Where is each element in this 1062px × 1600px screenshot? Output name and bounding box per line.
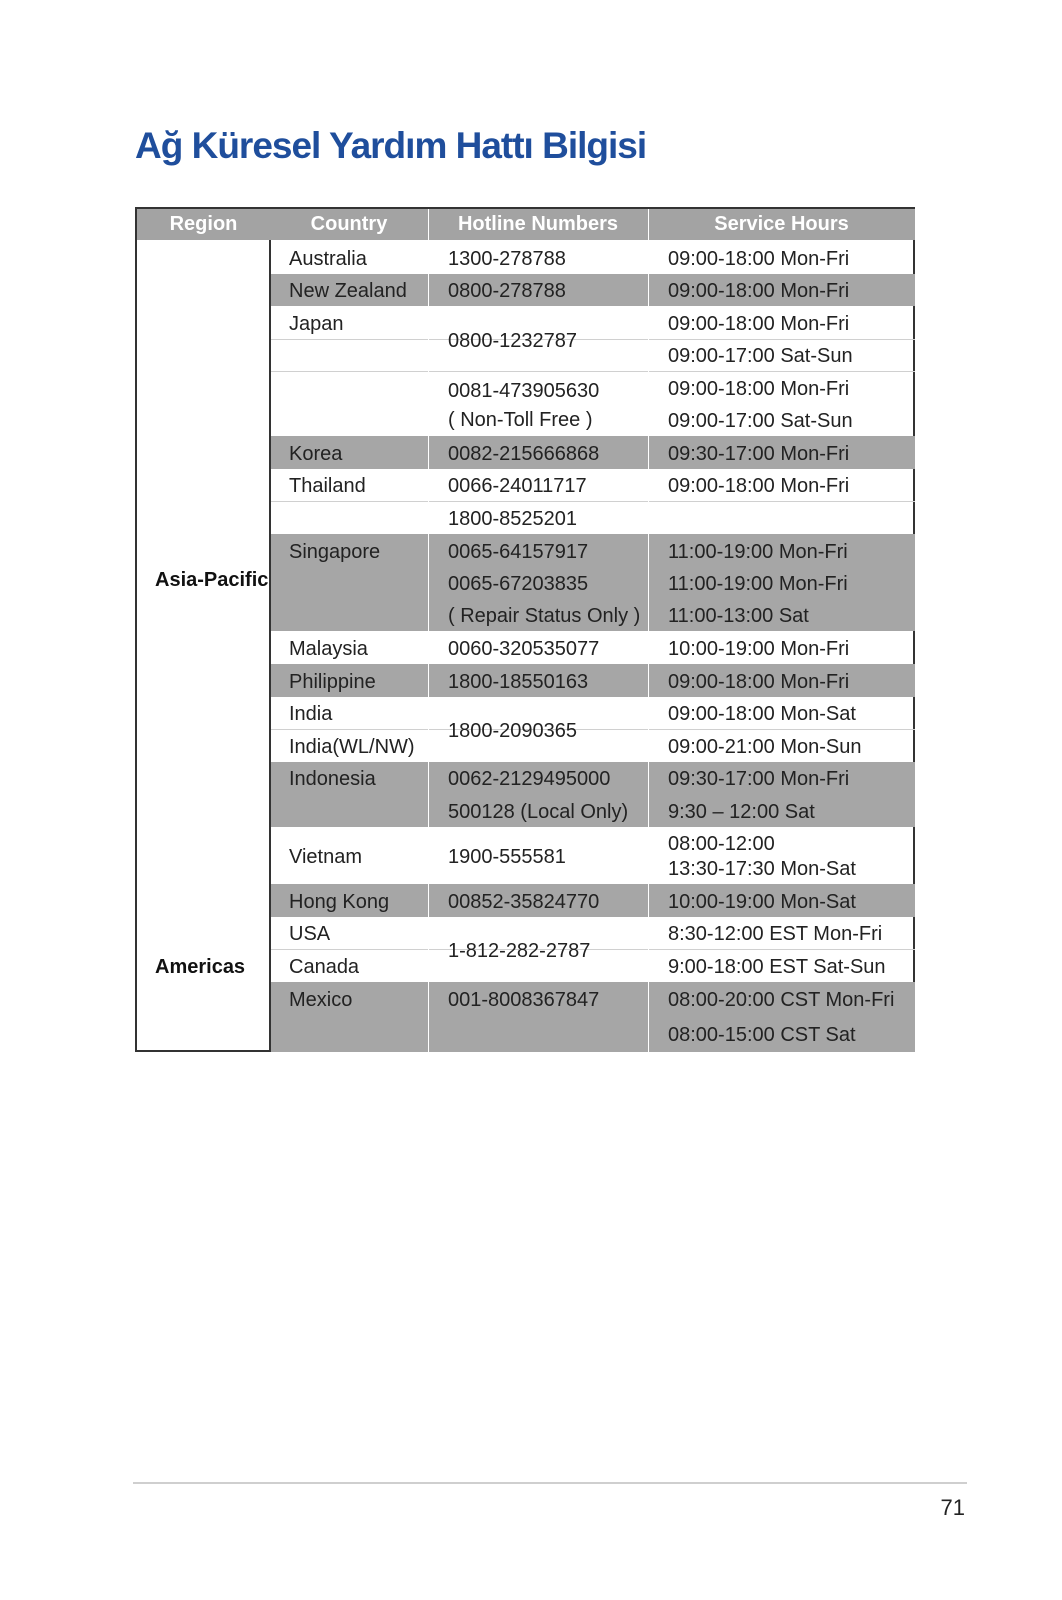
hotline-note: ( Repair Status Only ) [448,605,641,627]
hotline-number: 1900-555581 [448,846,566,868]
header-region: Region [137,209,270,240]
service-hours: 08:00-12:00 [668,833,775,855]
page-title: Ağ Küresel Yardım Hattı Bilgisi [135,125,647,166]
hotline-number: 0065-67203835 [448,573,589,595]
country-cell: USA [289,923,331,945]
service-hours: 09:00-21:00 Mon-Sun [668,736,862,758]
service-hours: 09:00-18:00 Mon-Fri [668,280,850,302]
country-cell: Korea [289,443,343,465]
region-americas: Americas [155,956,246,978]
service-hours: 09:00-18:00 Mon-Fri [668,313,850,335]
hotline-table [135,207,915,1052]
hotline-number: 1800-2090365 [448,720,578,742]
country-cell: Philippine [289,671,376,693]
header-hotline-numbers: Hotline Numbers [428,209,648,240]
row-divider [270,339,915,340]
service-hours: 09:00-18:00 Mon-Fri [668,248,850,270]
service-hours: 09:00-17:00 Sat-Sun [668,410,853,432]
country-cell: Vietnam [289,846,363,868]
service-hours: 9:30 – 12:00 Sat [668,801,815,823]
service-hours: 10:00-19:00 Mon-Fri [668,638,850,660]
country-cell: Canada [289,956,360,978]
hotline-number: 0800-1232787 [448,330,578,352]
region-asia-pacific: Asia-Pacific [155,569,269,591]
country-cell: India [289,703,333,725]
service-hours: 9:00-18:00 EST Sat-Sun [668,956,886,978]
country-cell: Indonesia [289,768,376,790]
region-divider [269,240,271,1052]
country-cell: Australia [289,248,367,270]
hotline-number: 0082-215666868 [448,443,600,465]
service-hours: 13:30-17:30 Mon-Sat [668,858,856,880]
row-divider [270,949,915,950]
service-hours: 11:00-19:00 Mon-Fri [668,541,848,563]
row-divider [270,501,915,502]
header-country: Country [270,209,428,240]
hotline-number: 001-8008367847 [448,989,600,1011]
row-divider [270,371,915,372]
hotline-number: 500128 (Local Only) [448,801,629,823]
service-hours: 09:00-18:00 Mon-Fri [668,475,850,497]
service-hours: 10:00-19:00 Mon-Sat [668,891,856,913]
country-cell: Hong Kong [289,891,390,913]
column-divider [648,209,649,1052]
hotline-number: 0066-24011717 [448,475,587,497]
service-hours: 09:30-17:00 Mon-Fri [668,443,850,465]
country-cell: Mexico [289,989,353,1011]
service-hours: 09:00-17:00 Sat-Sun [668,345,853,367]
service-hours: 09:30-17:00 Mon-Fri [668,768,850,790]
page-number: 71 [940,1495,965,1520]
country-cell: Japan [289,313,344,335]
hotline-number: 0060-320535077 [448,638,600,660]
hotline-number: 00852-35824770 [448,891,600,913]
header-service-hours: Service Hours [648,209,915,240]
service-hours: 09:00-18:00 Mon-Fri [668,671,850,693]
country-cell: New Zealand [289,280,407,302]
footer-rule [133,1482,967,1484]
service-hours: 11:00-19:00 Mon-Fri [668,573,848,595]
hotline-number: 1800-18550163 [448,671,589,693]
hotline-number: 0800-278788 [448,280,566,302]
country-cell: Thailand [289,475,366,497]
country-cell: Singapore [289,541,381,563]
hotline-number: 0081-473905630 [448,380,600,402]
hotline-number: 1800-8525201 [448,508,578,530]
service-hours: 09:00-18:00 Mon-Sat [668,703,856,725]
country-cell: Malaysia [289,638,368,660]
hotline-number: 1300-278788 [448,248,566,270]
service-hours: 8:30-12:00 EST Mon-Fri [668,923,883,945]
column-divider [428,209,429,1052]
hotline-note: ( Non-Toll Free ) [448,409,593,431]
hotline-number: 1-812-282-2787 [448,940,591,962]
hotline-number: 0062-2129495000 [448,768,611,790]
country-cell: India(WL/NW) [289,736,415,758]
row-divider [270,729,915,730]
hotline-number: 0065-64157917 [448,541,589,563]
service-hours: 08:00-20:00 CST Mon-Fri [668,989,895,1011]
service-hours: 08:00-15:00 CST Sat [668,1024,856,1046]
service-hours: 09:00-18:00 Mon-Fri [668,378,850,400]
service-hours: 11:00-13:00 Sat [668,605,809,627]
